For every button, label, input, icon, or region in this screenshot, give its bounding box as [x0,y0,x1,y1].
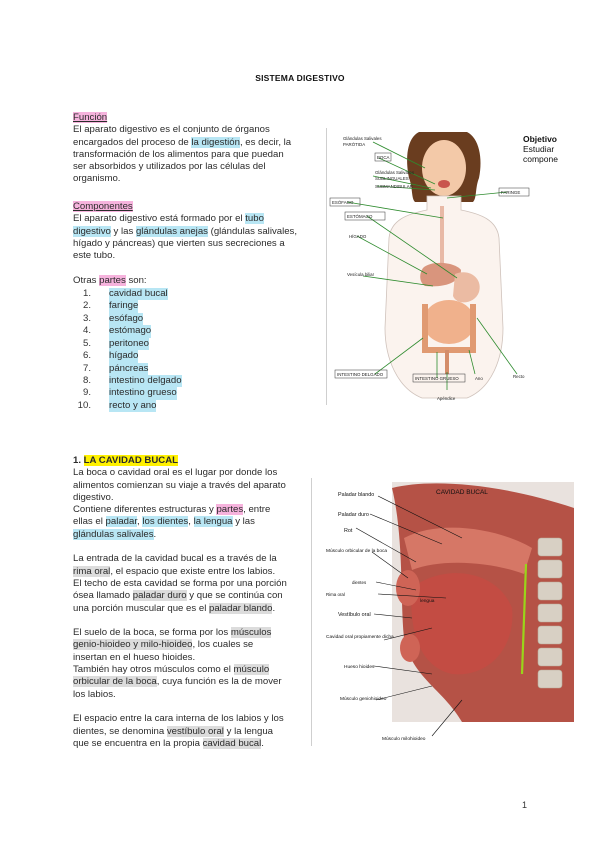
cavidad-line: insertan en el hueso hioides. [73,651,196,663]
label-dientes: dientes [352,580,367,585]
label-paladar-blando: Paladar blando [338,492,375,498]
cavidad-line: ósea llamado paladar duro y que se continúa con [73,590,283,602]
part-label: intestino delgado [109,374,182,386]
part-number: 8. [82,374,91,386]
part-label: hígado [109,350,139,362]
part-item [73,375,313,387]
componentes-line: digestivo y las glándulas anejas (glándulas salivales, [73,225,298,237]
cavidad-line: glándulas salivales. [73,528,157,540]
cavidad-line: rima oral, el espacio que existe entre los labios. [73,565,276,577]
objetivo-line: compone [523,154,558,164]
componentes-line: El aparato digestivo está formado por el tubo [73,213,264,225]
label-rima: Rima oral [326,592,345,597]
cavidad-line: El suelo de la boca, se forma por los músculos [73,627,272,639]
label-rot: Rot [344,528,353,534]
label-glandulas: Glándulas Salivales [343,136,382,141]
label-intestino-grueso: INTESTINO GRUESO [415,376,459,381]
part-number: 7. [82,362,91,374]
cavidad-line: alimentos comienzan su viaje a través del aparato [73,479,286,491]
part-item [73,363,313,375]
part-label: páncreas [109,362,149,374]
cavidad-line: El techo de esta cavidad se forma por una porción [73,577,287,589]
oral-cavity-figure [312,478,574,746]
componentes-line: hígado y páncreas) que vierten sus secreciones a [73,237,285,249]
part-item [73,313,313,325]
label-vestibulo: Vestíbulo oral [338,612,371,618]
part-label: esófago [109,312,144,324]
part-item [73,288,313,300]
part-label: intestino grueso [109,387,177,399]
cavidad-section [73,455,313,750]
parts-list [73,288,313,412]
funcion-section [73,112,313,186]
objetivo-line: Objetivo [523,134,558,144]
label-hueso: Hueso hioides [344,665,375,670]
label-faringe: FARINGE [501,190,521,195]
label-glandulas2: Glándulas Salivares [375,170,415,175]
label-submandibular: SUBMANDIBULAR [375,184,413,189]
label-parotida: PARÓTIDA [343,142,366,147]
cavidad-line: una porción muscular que es el paladar blando. [73,602,276,614]
part-item [73,387,313,399]
cavidad-line: que se encuentra en la propia cavidad bucal. [73,737,264,749]
cavidad-line: La boca o cavidad oral es el lugar por donde los [73,467,278,479]
label-estomago: ESTÓMAGO [347,214,373,219]
part-item [73,300,313,312]
label-ano: Ano [475,376,483,381]
label-boca: BOCA [377,155,390,160]
cavidad-line: dientes, se denomina vestíbulo oral y la lengua [73,725,274,737]
label-higado: HÍGADO [349,234,367,239]
componentes-line: este tubo. [73,250,116,262]
label-sub: SUBLINGUALES [375,176,409,181]
page-title: SISTEMA DIGESTIVO [255,73,345,83]
highlight-digestion: la digestión [191,136,240,148]
part-number: 4. [82,325,91,337]
part-item [73,350,313,362]
part-item [73,338,313,350]
label-musculo-orbicular: Músculo orbicular de la boca [326,549,388,554]
label-milo: Músculo milohioideo [382,737,426,742]
part-item [73,325,313,337]
label-esofago: ESÓFAGO [332,200,354,205]
objetivo-line: Estudiar [523,144,555,154]
funcion-line: encargados del proceso de la digestión, es decir, la [73,136,292,148]
cavidad-line: También hay otros músculos como el músculo [73,664,270,676]
part-label: recto y ano [109,399,157,411]
cavidad-line: Contiene diferentes estructuras y partes, entre [73,504,271,516]
cavidad-line: orbicular de la boca, cuya función es la de mover [73,676,282,688]
label-lengua: lengua [420,599,435,604]
funcion-line: transformación de los alimentos para que puedan [73,148,284,160]
part-number: 10. [77,399,91,411]
part-number: 6. [82,350,91,362]
cavidad-line: ellas el paladar, los dientes, la lengua y las [73,516,255,528]
part-number: 2. [82,300,91,312]
part-number: 3. [82,312,91,324]
funcion-line: El aparato digestivo es el conjunto de órganos [73,124,270,136]
part-item [73,400,313,412]
cavidad-line: La entrada de la cavidad bucal es a través de la [73,553,277,565]
part-label: faringe [109,300,139,312]
cavidad-line: El espacio entre la cara interna de los labios y los [73,713,284,725]
label-recto: Recto [513,374,525,379]
part-number: 9. [82,387,91,399]
label-paladar-duro: Paladar duro [338,512,369,518]
part-number: 5. [82,337,91,349]
cavidad-line: genio-hioideo y milo-hioideo, los cuales se [73,639,254,651]
cavidad-line: digestivo. [73,491,114,503]
fig2-title: CAVIDAD BUCAL [436,489,488,496]
otras-partes-line: Otras partes son: [73,274,147,286]
label-apendice: Apéndice [437,396,456,401]
cavidad-line: los labios. [73,688,116,700]
page-number: 1 [521,800,527,810]
componentes-heading: Componentes [73,201,133,212]
funcion-heading: Función [73,112,108,123]
label-cavidad-oral: Cavidad oral propiamente dicha [326,635,394,640]
part-number: 1. [82,288,91,300]
cavidad-heading: 1. LA CAVIDAD BUCAL [73,455,179,466]
part-label: cavidad bucal [109,288,168,300]
digestive-system-figure [327,128,560,406]
componentes-section [73,201,313,412]
part-label: peritoneo [109,337,150,349]
funcion-line: organismo. [73,173,121,185]
label-vesicula: Vesícula biliar [347,272,375,277]
label-genio: Músculo geniohioideo [340,697,387,702]
funcion-line: ser absorbidos y utilizados por las células del [73,161,266,173]
label-intestino-delgado: INTESTINO DELGADO [337,372,384,377]
part-label: estómago [109,325,152,337]
